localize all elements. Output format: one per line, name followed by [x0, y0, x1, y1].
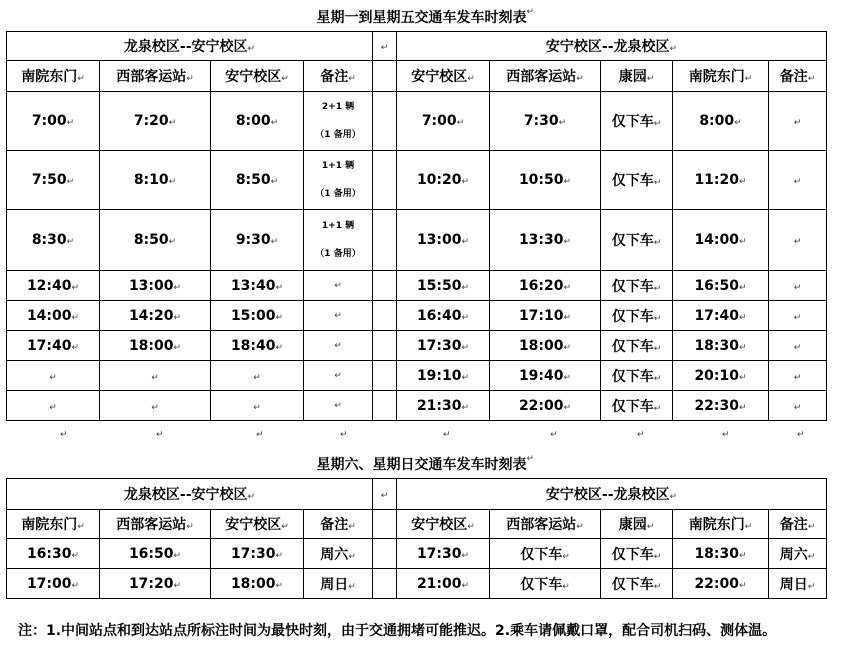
separator-cell [373, 271, 397, 301]
remark-cell: ↵ [769, 361, 827, 391]
separator-cell [373, 569, 397, 599]
departure-time-cell: 19:40↵ [490, 361, 601, 391]
departure-time-cell: 8:50↵ [100, 210, 211, 271]
weekday-direction-row [7, 32, 827, 61]
table-row [7, 92, 827, 151]
separator-cell [373, 210, 397, 271]
weekend-title: 星期六、星期日交通车发车时刻表 ↵ [316, 454, 535, 473]
remark-cell [304, 210, 373, 271]
remark-line: （1 备用） [315, 249, 361, 259]
departure-time-cell: 17:40↵ [673, 301, 769, 331]
remark-cell: ↵ [304, 391, 373, 421]
table-row [7, 569, 827, 599]
weekday-left-direction: 龙泉校区--安宁校区↵ [7, 32, 373, 61]
departure-time-cell: 9:30↵ [211, 210, 304, 271]
departure-time-cell: 19:10↵ [397, 361, 490, 391]
departure-time-cell: 仅下车↵ [490, 569, 601, 599]
departure-time-cell: 7:50↵ [7, 151, 100, 210]
departure-time-cell: 7:00↵ [7, 92, 100, 151]
col-header: 安宁校区↵ [397, 510, 490, 539]
separator-cell [373, 301, 397, 331]
weekend-column-header-row [7, 510, 827, 539]
col-header: 安宁校区↵ [211, 510, 304, 539]
table-row [7, 271, 827, 301]
remark-cell: ↵ [769, 151, 827, 210]
departure-time-cell: 仅下车↵ [601, 539, 673, 569]
departure-time-cell: 13:40↵ [211, 271, 304, 301]
col-header: 西部客运站↵ [100, 510, 211, 539]
departure-time-cell: 10:50↵ [490, 151, 601, 210]
departure-time-cell: 16:50↵ [100, 539, 211, 569]
table-row [7, 151, 827, 210]
departure-time-cell: 16:40↵ [397, 301, 490, 331]
departure-time-cell: ↵ [211, 361, 304, 391]
weekend-left-direction: 龙泉校区--安宁校区↵ [7, 479, 373, 510]
departure-time-cell: 14:00↵ [673, 210, 769, 271]
departure-time-cell: 21:00↵ [397, 569, 490, 599]
departure-time-cell: 仅下车↵ [601, 271, 673, 301]
col-header: 南院东门↵ [673, 510, 769, 539]
remark-cell: 周六↵ [769, 539, 827, 569]
separator-cell [373, 151, 397, 210]
departure-time-cell: 20:10↵ [673, 361, 769, 391]
departure-time-cell: 18:30↵ [673, 331, 769, 361]
remark-cell: ↵ [769, 271, 827, 301]
departure-time-cell: 17:30↵ [211, 539, 304, 569]
departure-time-cell: 13:00↵ [100, 271, 211, 301]
separator-cell [373, 92, 397, 151]
departure-time-cell: ↵ [100, 391, 211, 421]
table-row [7, 391, 827, 421]
weekend-timetable [6, 478, 827, 599]
departure-time-cell: 8:10↵ [100, 151, 211, 210]
remark-line: （1 备用） [315, 189, 361, 199]
weekday-timetable [6, 31, 827, 421]
departure-time-cell: 仅下车↵ [601, 391, 673, 421]
weekend-direction-row [7, 479, 827, 510]
departure-time-cell: 仅下车↵ [601, 92, 673, 151]
remark-cell: ↵ [769, 301, 827, 331]
departure-time-cell: 仅下车↵ [601, 210, 673, 271]
departure-time-cell: 10:20↵ [397, 151, 490, 210]
departure-time-cell: 仅下车↵ [601, 151, 673, 210]
table-row [7, 210, 827, 271]
departure-time-cell: 22:00↵ [673, 569, 769, 599]
col-header: 西部客运站↵ [490, 510, 601, 539]
col-header: 康园↵ [601, 61, 673, 92]
separator-cell [373, 331, 397, 361]
col-header: 康园↵ [601, 510, 673, 539]
departure-time-cell: 7:00↵ [397, 92, 490, 151]
departure-time-cell: 16:30↵ [7, 539, 100, 569]
separator-cell [373, 391, 397, 421]
departure-time-cell: 15:00↵ [211, 301, 304, 331]
departure-time-cell: 12:40↵ [7, 271, 100, 301]
departure-time-cell: 21:30↵ [397, 391, 490, 421]
col-header: 备注↵ [304, 510, 373, 539]
weekday-column-header-row [7, 61, 827, 92]
col-header: 南院东门↵ [7, 510, 100, 539]
departure-time-cell: 17:30↵ [397, 539, 490, 569]
departure-time-cell: 15:50↵ [397, 271, 490, 301]
remark-cell [304, 92, 373, 151]
remark-line: 1+1 辆 [321, 161, 355, 171]
departure-time-cell: 13:30↵ [490, 210, 601, 271]
departure-time-cell: 8:30↵ [7, 210, 100, 271]
departure-time-cell: 仅下车↵ [601, 361, 673, 391]
departure-time-cell: 18:00↵ [100, 331, 211, 361]
departure-time-cell: 17:10↵ [490, 301, 601, 331]
departure-time-cell: 仅下车↵ [601, 569, 673, 599]
departure-time-cell: 7:20↵ [100, 92, 211, 151]
departure-time-cell: ↵ [7, 361, 100, 391]
col-header: 备注↵ [769, 510, 827, 539]
remark-cell: ↵ [769, 391, 827, 421]
remark-cell [304, 151, 373, 210]
table-row [7, 331, 827, 361]
departure-time-cell: 7:30↵ [490, 92, 601, 151]
table-row [7, 301, 827, 331]
remark-cell: ↵ [769, 210, 827, 271]
remark-line: 2+1 辆 [321, 102, 355, 112]
departure-time-cell: 18:30↵ [673, 539, 769, 569]
departure-time-cell: 14:20↵ [100, 301, 211, 331]
departure-time-cell: 16:50↵ [673, 271, 769, 301]
remark-cell: ↵ [304, 271, 373, 301]
separator-cell [373, 539, 397, 569]
remark-cell: 周日↵ [304, 569, 373, 599]
departure-time-cell: 8:00↵ [211, 92, 304, 151]
separator-cell: ↵ [373, 32, 397, 61]
col-header: 安宁校区↵ [211, 61, 304, 92]
departure-time-cell: 8:50↵ [211, 151, 304, 210]
departure-time-cell: 仅下车↵ [490, 539, 601, 569]
departure-time-cell: 仅下车↵ [601, 331, 673, 361]
separator-cell: ↵ [373, 479, 397, 510]
departure-time-cell: 17:00↵ [7, 569, 100, 599]
remark-cell: ↵ [769, 331, 827, 361]
separator-cell [373, 510, 397, 539]
remark-cell: ↵ [304, 331, 373, 361]
col-header: 南院东门↵ [673, 61, 769, 92]
remark-cell: ↵ [304, 301, 373, 331]
separator-cell [373, 61, 397, 92]
weekday-right-direction: 安宁校区--龙泉校区↵ [397, 32, 827, 61]
departure-time-cell: ↵ [100, 361, 211, 391]
departure-time-cell: 17:40↵ [7, 331, 100, 361]
col-header: 安宁校区↵ [397, 61, 490, 92]
col-header: 西部客运站↵ [490, 61, 601, 92]
table-row [7, 539, 827, 569]
table-row [7, 361, 827, 391]
departure-time-cell: ↵ [7, 391, 100, 421]
departure-time-cell: 18:40↵ [211, 331, 304, 361]
departure-time-cell: 18:00↵ [211, 569, 304, 599]
departure-time-cell: 8:00↵ [673, 92, 769, 151]
departure-time-cell: 13:00↵ [397, 210, 490, 271]
departure-time-cell: 14:00↵ [7, 301, 100, 331]
weekday-title: 星期一到星期五交通车发车时刻表 ↵ [316, 7, 535, 26]
weekend-right-direction: 安宁校区--龙泉校区↵ [397, 479, 827, 510]
col-header: 备注↵ [304, 61, 373, 92]
remark-cell: 周日↵ [769, 569, 827, 599]
separator-cell [373, 361, 397, 391]
departure-time-cell: 11:20↵ [673, 151, 769, 210]
departure-time-cell: 18:00↵ [490, 331, 601, 361]
remark-cell: 周六↵ [304, 539, 373, 569]
remark-line: （1 备用） [315, 130, 361, 140]
departure-time-cell: 22:30↵ [673, 391, 769, 421]
remark-cell: ↵ [304, 361, 373, 391]
remark-line: 1+1 辆 [321, 221, 355, 231]
departure-time-cell: ↵ [211, 391, 304, 421]
departure-time-cell: 17:30↵ [397, 331, 490, 361]
departure-time-cell: 16:20↵ [490, 271, 601, 301]
departure-time-cell: 22:00↵ [490, 391, 601, 421]
remark-cell: ↵ [769, 92, 827, 151]
footnote: 注：1.中间站点和到达站点所标注时间为最快时刻，由于交通拥堵可能推迟。2.乘车请佩戴口罩，配合司机扫码、测体温。 [18, 623, 777, 639]
col-header: 备注↵ [769, 61, 827, 92]
departure-time-cell: 17:20↵ [100, 569, 211, 599]
col-header: 南院东门↵ [7, 61, 100, 92]
col-header: 西部客运站↵ [100, 61, 211, 92]
departure-time-cell: 仅下车↵ [601, 301, 673, 331]
